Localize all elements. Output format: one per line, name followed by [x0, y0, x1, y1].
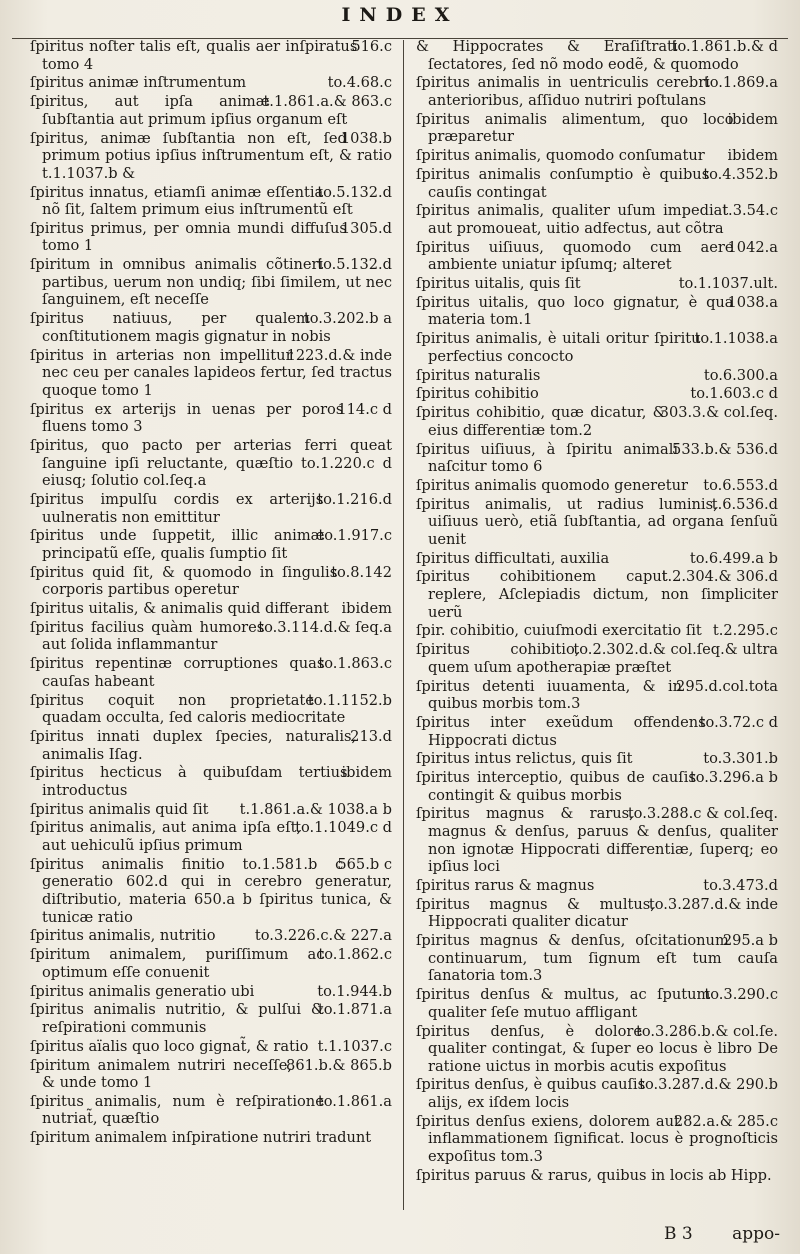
entry-reference: to.3.290.c [704, 986, 778, 1004]
index-entry [30, 655, 392, 690]
entry-text: ſpiritus paruus & rarus, quibus in locis ab Hipp. [416, 1166, 772, 1184]
entry-reference: to.1.863.c [318, 655, 392, 673]
entry-reference: to.1.216.d [317, 490, 392, 508]
entry-reference: to.6.499.a b [689, 549, 778, 567]
index-entry [416, 805, 778, 875]
entry-reference: to.1.869.a [703, 74, 778, 92]
entry-reference: t.1.1037.c [317, 1037, 392, 1055]
entry-reference: to.5.132.d [317, 183, 392, 201]
index-entry [416, 477, 778, 495]
index-entry [416, 275, 778, 293]
index-entry [30, 801, 392, 819]
index-entry [416, 74, 778, 109]
entry-text: ſpiritus animalis alimentum, quo loco præparetur [416, 110, 734, 146]
entry-text: ſpiritus cohibitio, quem uſum apotherapiæ præſtet [416, 641, 672, 676]
index-entry [30, 564, 392, 599]
index-entry [416, 1076, 778, 1111]
index-entry [30, 491, 392, 526]
entry-reference: 861.b.& 865.b [286, 1056, 392, 1074]
index-entry [416, 404, 778, 439]
index-entry [30, 93, 392, 128]
entry-text: ſpiritum in omnibus animalis cõtineri partibus, uerum non undiq; ſibi ſimilem, ut nec ſanguinem, eſt neceſſe [30, 256, 392, 309]
entry-reference: ibidem [341, 764, 392, 782]
index-entry [416, 330, 778, 365]
entry-text: ſpiritus animalis finitio to.1.581.b c generatio 602.d qui in cerebro generatur, diſtributio, materia 650.a b ſpiritus tunica, & tunicæ ratio [30, 855, 392, 926]
entry-reference: to.1.1038.a [694, 330, 778, 348]
entry-reference: to.1.861.b.& d [671, 38, 778, 55]
entry-reference: to.1.1037.ult. [678, 275, 778, 293]
index-entry [30, 927, 392, 945]
index-entry [30, 764, 392, 799]
entry-text: ſpiritus animalis nutritio, & pulſui & reſpirationi communis [30, 1001, 324, 1036]
page-header: INDEX [341, 4, 459, 26]
index-entry [416, 147, 778, 165]
entry-text: ſpiritum animalem nutriri neceſſe, & unde tomo 1 [30, 1056, 293, 1092]
entry-reference: to.1.871.a [317, 1001, 392, 1019]
index-entry [30, 347, 392, 400]
entry-text: ſpiritus unde ſuppetit, illic animæ principatũ eſſe, qualis ſumptio ſit [30, 527, 325, 562]
entry-reference: to.3.288.c & col.ſeq. [627, 805, 778, 823]
entry-text: ſpiritus animalis in uentriculis cerebri anterioribus, aſſiduo nutriri poſtulans [416, 74, 710, 109]
right-column [416, 38, 778, 1210]
index-entry [416, 1167, 778, 1185]
entry-text: ſpiritus uiſiuus, à ſpiritu animali naſcitur tomo 6 [416, 440, 679, 476]
entry-reference: to.3.301.b [703, 750, 778, 768]
index-entry [30, 256, 392, 309]
entry-text: ſpiritus difficultati, auxilia [416, 549, 610, 567]
entry-text: ſpiritus innatus, etiamſi animæ eſſentia nõ ſit, ſaltem primum eius inſtrumentũ eſt [30, 183, 353, 219]
index-entry [30, 1057, 392, 1092]
entry-text: ſpiritus intus relictus, quis ſit [416, 750, 633, 768]
index-entry [30, 856, 392, 926]
entry-reference: to.6.300.a [703, 366, 778, 384]
entry-text: ſpiritus uitalis, quo loco gignatur, è qua materia tom.1 [416, 293, 734, 329]
entry-reference: 114.c d [337, 400, 392, 418]
index-entry [416, 568, 778, 621]
entry-text: ſpiritus animalis, num è reſpiratione nutriat̃, quæſtio [30, 1092, 324, 1128]
entry-reference: to.3.287.d.& 290.b [639, 1076, 778, 1094]
entry-text: ſpiritus, quo pacto per arterias ferri queat ſanguine ipſi reluctante, quæſtio to.1.220.c d eiusq; ſolutio col.ſeq.a [30, 436, 392, 490]
entry-reference: 1305.d [340, 219, 392, 237]
entry-reference: 213.d [350, 727, 392, 745]
entry-reference: to.1.944.b [317, 982, 392, 1000]
index-entry [30, 983, 392, 1001]
entry-reference: 565.b c [337, 855, 392, 873]
entry-text: ſpiritus animæ inſtrumentum [30, 74, 247, 92]
entry-text: ſpiritus, aut ipſa animæ ſubſtantia aut primum ipſius organum eſt [30, 93, 348, 128]
entry-text: ſpiritus animalis, ut radius luminis, uiſiuus uerò, etiã ſubſtantia, ad organa ſenſuũ uenit [416, 495, 778, 548]
entry-reference: to.3.202.b a [303, 310, 392, 328]
index-entry [30, 1001, 392, 1036]
column-divider [403, 40, 404, 1210]
entry-text: ſpiritus naturalis [416, 366, 541, 384]
index-entry [30, 819, 392, 854]
entry-reference: to.3.473.d [703, 877, 778, 894]
entry-reference: to.4.352.b [703, 165, 778, 183]
entry-reference: to.8.142 [331, 563, 392, 581]
page-footer [664, 1224, 780, 1244]
entry-reference: to.3.286.b.& col.ſe. [635, 1022, 778, 1040]
index-entry [416, 496, 778, 549]
index-entry [30, 74, 392, 92]
entry-text: ſpiritus uitalis, quis ſit [416, 275, 581, 293]
entry-reference: 533.b.& 536.d [672, 440, 778, 458]
index-entry [416, 641, 778, 676]
index-entry [416, 932, 778, 985]
entry-reference: to.3.72.c d [699, 713, 778, 731]
entry-text: ſpiritus animalis, aut anima ipſa eſt, aut uehiculũ ipſius primum [30, 819, 302, 855]
entry-text: ſpir. cohibitio, cuiuſmodi exercitatio ſit [416, 622, 702, 640]
entry-reference: t.6.536.d [711, 495, 778, 513]
index-entry [416, 385, 778, 403]
catchword: appo- [732, 1224, 780, 1244]
index-entry [416, 678, 778, 713]
entry-text: ſpiritus coquit non proprietate quadam occulta, ſed caloris mediocritate [30, 691, 346, 727]
entry-text: ſpiritus uiſiuus, quomodo cum aere ambiente uniatur ipſumq; alteret [416, 238, 734, 274]
entry-reference: to.1.603.c d [690, 385, 778, 403]
entry-reference: to.6.553.d [703, 476, 778, 494]
index-entry [30, 401, 392, 436]
index-entry [416, 166, 778, 201]
index-entry [416, 441, 778, 476]
entry-reference: to.1.1152.b [307, 691, 392, 709]
index-entry [416, 622, 778, 640]
entry-text: ſpiritus animalis quid ſit [30, 800, 209, 818]
entry-text: ſpiritus uitalis, & animalis quid differant [30, 600, 329, 618]
entry-text: ſpiritus inter exeũdum offendens Hippocrati dictus [416, 713, 706, 749]
entry-reference: 1038.a [727, 293, 778, 311]
index-entry [416, 111, 778, 146]
left-column [30, 38, 392, 1210]
entry-text: ſpiritus hecticus à quibuſdam tertius introductus [30, 764, 348, 799]
entry-reference: to.5.132.d [317, 256, 392, 274]
entry-reference: 1223.d.& inde [286, 346, 392, 364]
entry-text: ſpiritus natiuus, per qualem conſtitutionem magis gignatur in nobis [30, 310, 331, 345]
index-entry [30, 946, 392, 981]
entry-reference: to.2.302.d.& col.ſeq.& ultra [573, 641, 778, 659]
entry-text: & Hippocrates & Eraſiſtrati ſectatores, ſed nõ modo eodẽ, & quomodo [416, 38, 739, 73]
index-entry [416, 38, 778, 73]
index-entry [416, 294, 778, 329]
entry-reference: t.1.861.a.& 863.c [263, 93, 392, 111]
index-entry [416, 896, 778, 931]
entry-text: ſpiritus denſus, è quibus cauſis alijs, ex iſdem locis [416, 1076, 646, 1112]
entry-text: ſpiritus denſus, è dolore qualiter contingat, & ſuper eo locus è libro De ratione uictus in morbis acutis expoſitus [416, 1022, 778, 1075]
index-entry [416, 202, 778, 237]
entry-reference: 516.c [351, 38, 392, 55]
index-entry [416, 1113, 778, 1166]
index-entry [416, 367, 778, 385]
index-entry [416, 239, 778, 274]
entry-reference: to.1.861.a [317, 1092, 392, 1110]
index-entry [416, 769, 778, 804]
entry-text: ſpiritus animalis quomodo generetur [416, 476, 689, 494]
entry-text: ſpiritus animalis, quomodo conſumatur [416, 147, 705, 165]
entry-text: ſpiritus magnus & denſus, oſcitationum continuarum, tum ſignum eſt tum cauſa ſanatoria tom.3 [416, 932, 778, 985]
entry-text: ſpiritus denſus & multus, ac ſputum qualiter ſeſe mutuo affligant [416, 986, 711, 1021]
entry-text: ſpiritus innati duplex ſpecies, naturalis, animalis Iſag. [30, 727, 357, 763]
entry-text: ſpiritus detenti iuuamenta, & in quibus morbis tom.3 [416, 677, 683, 713]
entry-text: ſpiritus quid ſit, & quomodo in ſingulis corporis partibus operetur [30, 563, 338, 599]
index-entry [30, 130, 392, 183]
entry-reference: 295.d.col.tota [676, 677, 778, 695]
entry-text: ſpiritus denſus exiens, dolorem aut inflammationem ſignificat. locus è prognoſticis expoſitus tom.3 [416, 1112, 778, 1166]
index-entry [416, 550, 778, 568]
index-entry [30, 1129, 392, 1147]
entry-reference: t.2.304.& 306.d [661, 568, 778, 586]
index-entry [30, 527, 392, 562]
entry-reference: ibidem [727, 110, 778, 128]
entry-reference: 1042.a [727, 238, 778, 256]
entry-reference: t.2.295.c [712, 622, 778, 640]
index-entry [30, 1038, 392, 1056]
entry-reference: 1038.b [340, 129, 392, 147]
entry-text: ſpiritus noſter talis eſt, qualis aer inſpiratus tomo 4 [30, 38, 358, 73]
signature-mark: B 3 [663, 1224, 693, 1244]
entry-text: ſpiritus animalis, nutritio [30, 927, 216, 945]
entry-text: ſpiritus interceptio, quibus de cauſis contingit & quibus morbis [416, 769, 696, 804]
entry-reference: to.4.68.c [327, 74, 392, 92]
entry-text: ſpiritus cohibitio [416, 385, 539, 403]
index-entry [30, 600, 392, 618]
index-entry [30, 38, 392, 73]
entry-reference: to.3.296.a b [689, 769, 778, 787]
index-entry [30, 220, 392, 255]
entry-reference: to.3.287.d.& inde [648, 895, 778, 913]
entry-reference: 282.a.& 285.c [673, 1112, 778, 1130]
entry-text: ſpiritus impulſu cordis ex arterijs uulneratis non emittitur [30, 490, 324, 526]
index-entry [416, 714, 778, 749]
entry-text: ſpiritus animalis, qualiter uſum impediat aut promoueat, uitio adfectus, aut cõtra [416, 202, 729, 237]
index-entry [416, 750, 778, 768]
entry-reference: 295.a b [722, 932, 778, 950]
entry-text: ſpiritus animalis, è uitali oritur ſpiritu perfectius concocto [416, 330, 701, 365]
entry-text: ſpiritus, animæ ſubſtantia non eſt, ſed primum potius ipſius inſtrumentum eſt, & ratio t.1.1037.b & [30, 129, 392, 182]
entry-reference: to.1.862.c [318, 946, 392, 964]
index-entry [30, 310, 392, 345]
entry-text: ſpiritus cohibitionem caput replere, Aſclepiadis dictum, non ſimpliciter uerũ [416, 568, 778, 621]
entry-text: ſpiritus in arterias non impellitur nec ceu per canales lapideos fertur, ſed tractus quoque tomo 1 [30, 346, 392, 399]
entry-text: ſpiritus magnus & rarus, magnus & denſus, paruus & denſus, qualiter non ignotæ Hippocrati differentiæ, ſuperq; eo ipſius loci [416, 805, 778, 876]
entry-reference: ibidem [341, 600, 392, 618]
entry-text: ſpiritus primus, per omnia mundi diffuſus tomo 1 [30, 219, 347, 255]
entry-text: ſpiritus magnus & multus, Hippocrati qualiter dicatur [416, 895, 655, 931]
entry-text: ſpiritum animalem inſpiratione nutriri tradunt [30, 1129, 372, 1147]
index-entry [30, 437, 392, 490]
index-entry [416, 1023, 778, 1076]
index-entry [30, 728, 392, 763]
entry-text: ſpiritus facilius quàm humores aut ſolida inflammantur [30, 618, 265, 654]
index-entry [416, 877, 778, 895]
entry-text: ſpiritus animalis generatio ubi [30, 982, 255, 1000]
entry-text: ſpiritus aïalis quo loco gignat̃, & ratio [30, 1037, 309, 1055]
index-entry [30, 619, 392, 654]
entry-reference: t.3.54.c [722, 202, 778, 220]
entry-text: ſpiritus rarus & magnus [416, 877, 595, 894]
entry-text: ſpiritus repentinæ corruptiones quas cauſas habeant [30, 655, 325, 690]
entry-text: ſpiritum animalem, puriſſimum ac optimum eſſe conuenit [30, 946, 325, 981]
entry-reference: 303.3.& col.ſeq. [659, 404, 778, 422]
entry-text: ſpiritus animalis conſumptio è quibus cauſis contingat [416, 165, 710, 201]
index-entry [30, 184, 392, 219]
index-entry [416, 986, 778, 1021]
entry-reference: to.3.114.d.& ſeq.a [258, 618, 392, 636]
entry-text: ſpiritus cohibitio, quæ dicatur, & eius differentiæ tom.2 [416, 404, 666, 439]
index-entry [30, 1093, 392, 1128]
index-entry [30, 692, 392, 727]
entry-reference: to.3.226.c.& 227.a [254, 927, 392, 945]
entry-text: ſpiritus ex arterijs in uenas per poros fluens tomo 3 [30, 400, 344, 436]
entry-reference: to.1.917.c [318, 527, 392, 545]
entry-reference: to.1.1049.c d [295, 819, 392, 837]
entry-reference: t.1.861.a.& 1038.a b [239, 800, 392, 818]
entry-reference: ibidem [727, 147, 778, 165]
